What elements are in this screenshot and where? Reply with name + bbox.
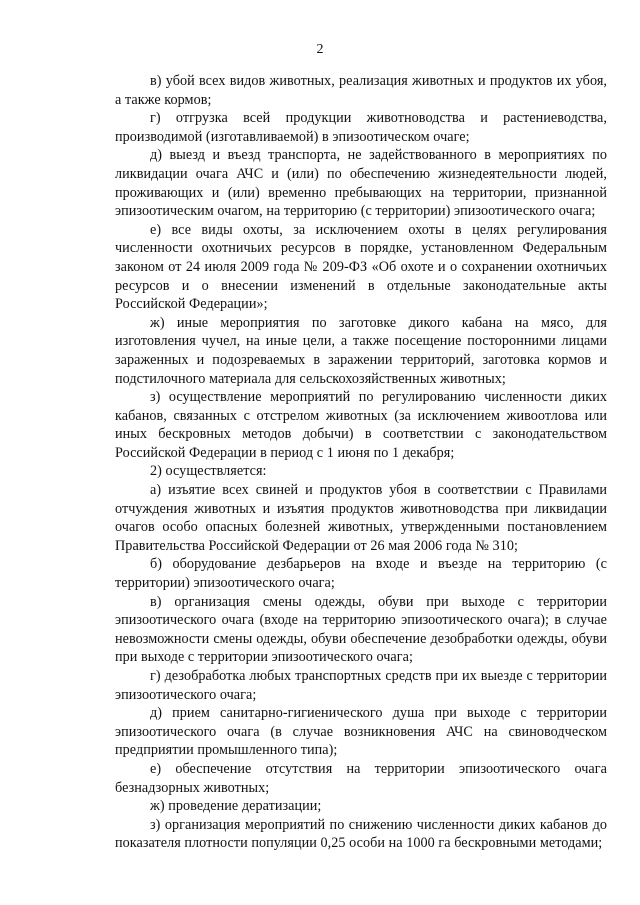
- paragraph-zh-deratization: ж) проведение дератизации;: [150, 798, 322, 815]
- paragraph-d-transport-ban: д) выезд и въезд транспорта, не задействованного в мероприятиях по ликвидации очага АЧС и (или) по обеспечению жизнедеятельности людей, проживающих и (или) временно пребывающих на территории, признанной эпизоотическим очагом, на территорию (с территории) эпизоотического очага;: [115, 147, 607, 220]
- paragraph-v-clothing-change: в) организация смены одежды, обуви при выходе с территории эпизоотического очага (входе на территорию эпизоотического очага); в случае невозможности смены одежды, обуви обеспечение дезобработки одежды, обуви при выходе с территории эпизоотического очага;: [115, 593, 607, 666]
- paragraph-2-carried-out: 2) осуществляется:: [150, 463, 267, 480]
- paragraph-v-slaughter-ban: в) убой всех видов животных, реализация животных и продуктов их убоя, а также кормов;: [115, 73, 607, 108]
- paragraph-z-boar-culling-ban: з) осуществление мероприятий по регулированию численности диких кабанов, связанных с отстрелом животных (за исключением живоотлова или иных бескровных методов добычи) в соответствии с законодательством Российской Федерации в период с 1 июня по 1 декабря;: [115, 389, 607, 461]
- paragraph-e-stray-animals: е) обеспечение отсутствия на территории эпизоотического очага безнадзорных животных;: [115, 760, 607, 796]
- paragraph-b-disinfection-barriers: б) оборудование дезбарьеров на входе и въезде на территорию (с территории) эпизоотического очага;: [115, 556, 607, 592]
- paragraph-z-boar-population-reduction: з) организация мероприятий по снижению численности диких кабанов до показателя плотности популяции 0,25 особи на 1000 га бескровными методами;: [115, 816, 607, 852]
- paragraph-zh-boar-harvest-ban: ж) иные мероприятия по заготовке дикого кабана на мясо, для изготовления чучел, на иные цели, а также посещение посторонними лицами зараженных и подозреваемых в заражении территорий, заготовка кормов и подстилочного материала для сельскохозяйственных животных;: [115, 314, 607, 387]
- document-body: [115, 72, 607, 853]
- paragraph-g-vehicle-disinfection: г) дезобработка любых транспортных средств при их выезде с территории эпизоотического очага;: [115, 668, 607, 703]
- paragraph-d-sanitary-shower: д) прием санитарно-гигиенического душа при выходе с территории эпизоотического очага (в случае возникновения АЧС на свиноводческом предприятии промышленного типа);: [115, 705, 607, 759]
- paragraph-g-shipment-ban: г) отгрузка всей продукции животноводства и растениеводства, производимой (изготавливаемой) в эпизоотическом очаге;: [115, 110, 607, 145]
- paragraph-e-hunting-ban: е) все виды охоты, за исключением охоты в целях регулирования численности охотничьих ресурсов в порядке, установленном Федеральным законом от 24 июля 2009 года № 209-ФЗ «Об охоте и о сохранении охотничьих ресурсов и о внесении изменений в отдельные законодательные акты Российской Федерации»;: [115, 221, 607, 313]
- page-number: 2: [316, 42, 324, 57]
- paragraph-a-pig-seizure: а) изъятие всех свиней и продуктов убоя в соответствии с Правилами отчуждения животных и изъятия продуктов животноводства при ликвидации очагов особо опасных болезней животных, утвержденными постановлением Правительства Российской Федерации от 26 мая 2006 года № 310;: [115, 482, 607, 554]
